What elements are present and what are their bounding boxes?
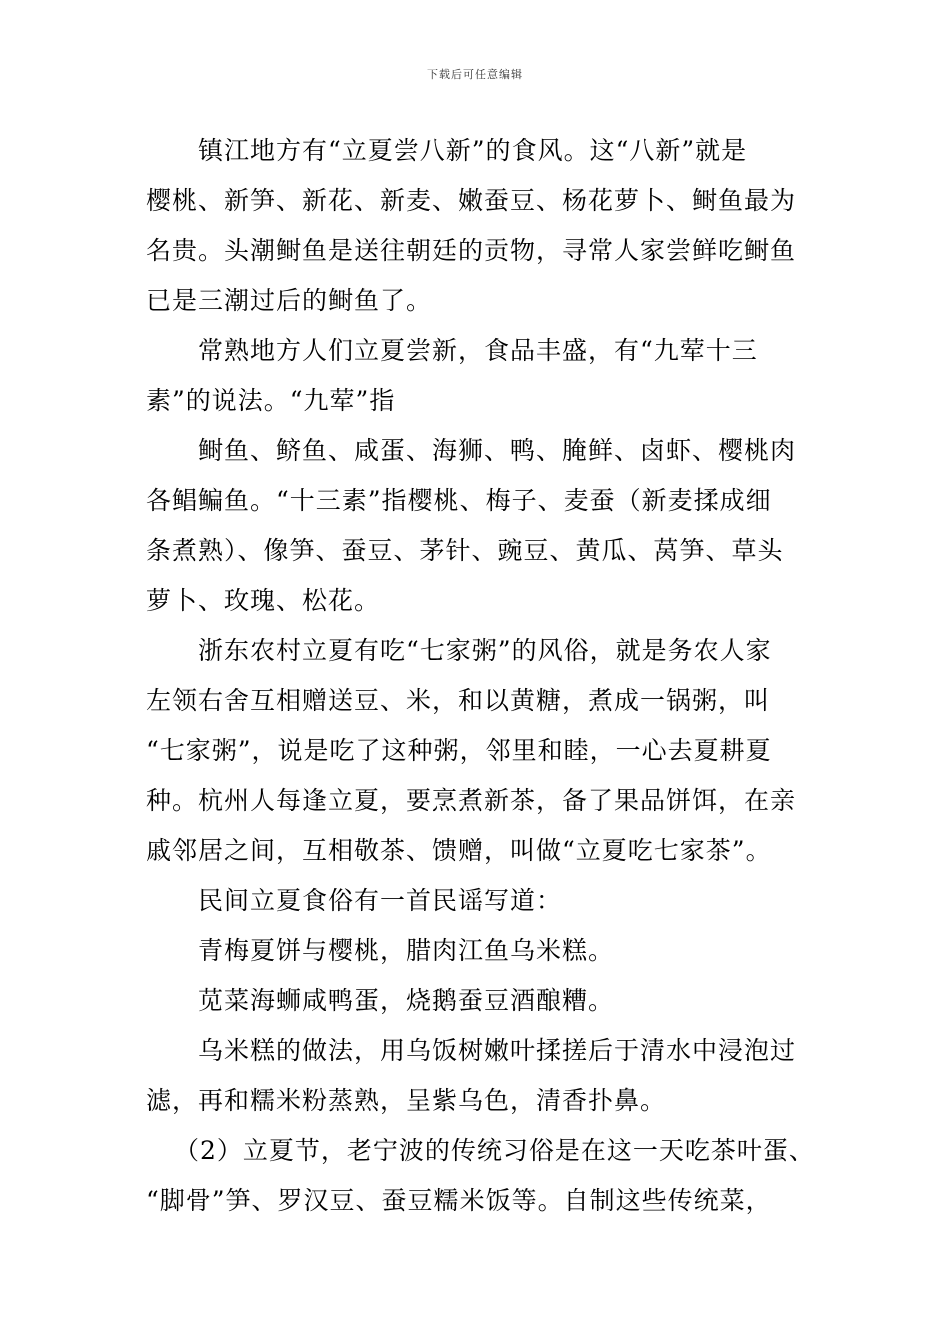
text-line: （2）立夏节，老宁波的传统习俗是在这一天吃茶叶蛋、 bbox=[174, 1136, 815, 1165]
text-line: 镇江地方有“立夏尝八新”的食风。这“八新”就是 bbox=[198, 136, 748, 165]
text-line: 条煮熟）、像笋、蚕豆、茅针、豌豆、黄瓜、莴笋、草头 bbox=[146, 536, 784, 565]
text-line: “脚骨”笋、罗汉豆、蚕豆糯米饭等。自制这些传统菜， bbox=[146, 1186, 772, 1215]
text-line: 民间立夏食俗有一首民谣写道： bbox=[198, 886, 563, 915]
text-line: 鲥鱼、鲚鱼、咸蛋、海狮、鸭、腌鲜、卤虾、樱桃肉 bbox=[198, 436, 797, 465]
text-line: 种。杭州人每逢立夏，要烹煮新茶，备了果品饼饵，在亲 bbox=[146, 786, 797, 815]
text-line: 苋菜海蛳咸鸭蛋，烧鹅蚕豆酒酿糟。 bbox=[198, 986, 615, 1015]
text-line: “七家粥”，说是吃了这种粥，邻里和睦，一心去夏耕夏 bbox=[146, 736, 772, 765]
text-line: 各鲳鳊鱼。“十三素”指樱桃、梅子、麦蚕（新麦揉成细 bbox=[146, 486, 772, 515]
header-note: 下载后可任意编辑 bbox=[427, 68, 523, 81]
text-line: 青梅夏饼与樱桃，腊肉江鱼乌米糕。 bbox=[198, 936, 615, 965]
body-text bbox=[146, 126, 818, 1226]
text-line: 戚邻居之间，互相敬茶、馈赠，叫做“立夏吃七家茶”。 bbox=[146, 836, 772, 865]
text-line: 左领右舍互相赠送豆、米，和以黄糖，煮成一锅粥，叫 bbox=[146, 686, 771, 715]
text-line: 滤，再和糯米粉蒸熟，呈紫乌色，清香扑鼻。 bbox=[146, 1086, 667, 1115]
text-line: 浙东农村立夏有吃“七家粥”的风俗，就是务农人家 bbox=[198, 636, 772, 665]
text-line: 常熟地方人们立夏尝新，食品丰盛，有“九荤十三 bbox=[198, 336, 758, 365]
text-line: 萝卜、玫瑰、松花。 bbox=[146, 586, 381, 615]
text-line: 名贵。头潮鲥鱼是送往朝廷的贡物，寻常人家尝鲜吃鲥鱼 bbox=[146, 236, 797, 265]
text-line: 樱桃、新笋、新花、新麦、嫩蚕豆、杨花萝卜、鲥鱼最为 bbox=[146, 186, 797, 215]
text-line: 素”的说法。“九荤”指 bbox=[146, 386, 396, 415]
text-line: 已是三潮过后的鲥鱼了。 bbox=[146, 286, 433, 315]
text-line: 乌米糕的做法，用乌饭树嫩叶揉搓后于清水中浸泡过 bbox=[198, 1036, 797, 1065]
